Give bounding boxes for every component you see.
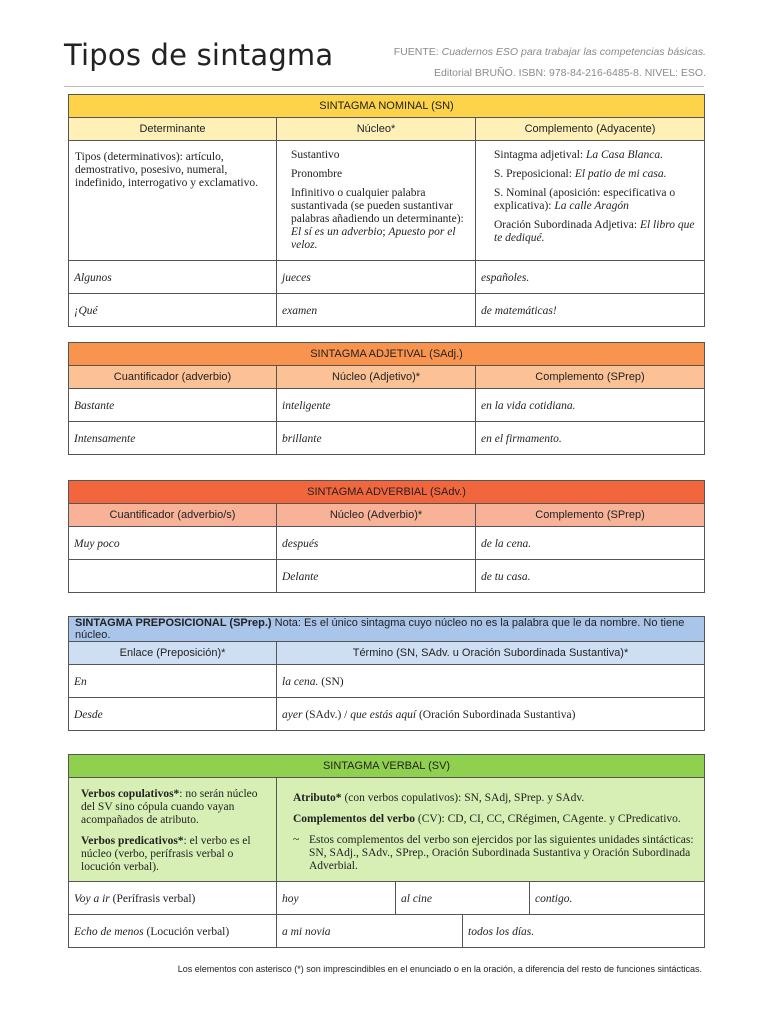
- sn-comp-item: [494, 219, 698, 245]
- sn-comp-example: La calle Aragón: [554, 200, 629, 212]
- table-row: [69, 698, 705, 731]
- sv-table: [68, 754, 705, 948]
- sv-pred-text: : el verbo es el núcleo (verbo, perífrasis verbal o locución verbal).: [81, 835, 251, 873]
- sprep-title-cell: [69, 617, 705, 642]
- sn-comp-item: [494, 149, 698, 162]
- sv-example: Voy a ir: [74, 893, 110, 905]
- sn-row2-det: ¡Qué: [69, 294, 277, 327]
- sn-nucleo-item: Pronombre: [291, 168, 343, 180]
- sprep-row2-enlace: Desde: [69, 698, 277, 731]
- sv-row2-c2: a mi novia: [277, 915, 463, 948]
- sn-title: SINTAGMA NOMINAL (SN): [69, 95, 705, 118]
- sv-pred-label: Verbos predicativos*: [81, 835, 184, 847]
- sprep-example: la cena.: [282, 676, 319, 688]
- table-row: [69, 294, 705, 327]
- sn-nucleo-example: Apuesto por el veloz.: [291, 226, 456, 251]
- sadj-table: [68, 342, 705, 455]
- sn-comp-item: [494, 187, 698, 213]
- sn-col-determinante: Determinante: [69, 118, 277, 141]
- sn-row2-comp: de matemáticas!: [476, 294, 705, 327]
- sadv-row2-cuant: [69, 560, 277, 593]
- sprep-title: SINTAGMA PREPOSICIONAL (SPrep.): [75, 617, 272, 629]
- sadj-col-complemento: Complemento (SPrep): [476, 366, 705, 389]
- sprep-label: (SAdv.) /: [302, 709, 351, 721]
- sn-row1-nucleo: jueces: [277, 261, 476, 294]
- sv-row2-c3: todos los días.: [463, 915, 705, 948]
- sadj-title: SINTAGMA ADJETIVAL (SAdj.): [69, 343, 705, 366]
- sv-row1-c1: [69, 882, 277, 915]
- sv-complementos: [277, 778, 705, 882]
- sn-comp-text: S. Preposicional:: [494, 168, 575, 180]
- sadv-row2-nucleo: Delante: [277, 560, 476, 593]
- sn-comp-text: Oración Subordinada Adjetiva:: [494, 219, 640, 231]
- sadj-row2-comp: en el firmamento.: [476, 422, 705, 455]
- table-row: [69, 261, 705, 294]
- sadv-row1-nucleo: después: [277, 527, 476, 560]
- sn-nucleo-sep: ;: [382, 226, 389, 238]
- page-title: Tipos de sintagma: [64, 38, 334, 72]
- sn-nucleo-text: Infinitivo o cualquier palabra sustantivada (se pueden sustantivar palabras añadiendo un determinante):: [291, 187, 464, 225]
- sadv-row1-cuant: Muy poco: [69, 527, 277, 560]
- source-prefix: FUENTE:: [393, 46, 442, 58]
- table-row: [69, 389, 705, 422]
- sadv-row2-comp: de tu casa.: [476, 560, 705, 593]
- sv-row1-c2: hoy: [277, 882, 396, 915]
- source-citation: [394, 42, 706, 84]
- sv-verbos: [69, 778, 277, 882]
- sprep-table: [68, 616, 705, 731]
- sadv-col-complemento: Complemento (SPrep): [476, 504, 705, 527]
- sprep-example: que estás aquí: [350, 709, 417, 721]
- sn-comp-example: La Casa Blanca.: [585, 149, 663, 161]
- sprep-col-enlace: Enlace (Preposición)*: [69, 642, 277, 665]
- table-row: [69, 560, 705, 593]
- sadv-col-nucleo: Núcleo (Adverbio)*: [277, 504, 476, 527]
- sadj-row1-comp: en la vida cotidiana.: [476, 389, 705, 422]
- sadj-row1-nucleo: inteligente: [277, 389, 476, 422]
- sn-row2-nucleo: examen: [277, 294, 476, 327]
- tilde-bullet-icon: ~: [293, 834, 300, 846]
- sn-comp-item: [494, 168, 698, 181]
- sadv-col-cuantificador: Cuantificador (adverbio/s): [69, 504, 277, 527]
- sadv-row1-comp: de la cena.: [476, 527, 705, 560]
- sn-comp-list: [476, 141, 705, 261]
- sprep-row1-termino: [277, 665, 705, 698]
- sadj-row2-nucleo: brillante: [277, 422, 476, 455]
- sprep-col-termino: Término (SN, SAdv. u Oración Subordinada Sustantiva)*: [277, 642, 705, 665]
- footnote: Los elementos con asterisco (*) son imprescindibles en el enunciado o en la oración, a diferencia del resto de funciones sintácticas.: [177, 964, 702, 974]
- sv-label: (Locución verbal): [143, 926, 230, 938]
- sn-col-complemento: Complemento (Adyacente): [476, 118, 705, 141]
- sv-cop-label: Verbos copulativos*: [81, 788, 180, 800]
- sadj-row2-cuant: Intensamente: [69, 422, 277, 455]
- sn-comp-text: Sintagma adjetival:: [494, 149, 586, 161]
- sv-atr-label: Atributo*: [293, 792, 342, 804]
- sn-nucleo-item: Sustantivo: [291, 149, 340, 161]
- sv-label: (Perífrasis verbal): [109, 893, 196, 905]
- sprep-label: (SN): [318, 676, 344, 688]
- sadj-col-nucleo: Núcleo (Adjetivo)*: [277, 366, 476, 389]
- sprep-note: Nota: Es el único sintagma cuyo núcleo no es la palabra que le da nombre. No tiene núcleo.: [75, 617, 685, 641]
- sn-row1-det: Algunos: [69, 261, 277, 294]
- sadv-title: SINTAGMA ADVERBIAL (SAdv.): [69, 481, 705, 504]
- sn-det-description: Tipos (determinativos): artículo, demostrativo, posesivo, numeral, indefinido, interrogativo y exclamativo.: [69, 141, 277, 261]
- sv-row2-c1: [69, 915, 277, 948]
- sv-comp-text: (CV): CD, CI, CC, CRégimen, CAgente. y CPredicativo.: [415, 813, 681, 825]
- table-row: [69, 882, 705, 915]
- sn-row1-comp: españoles.: [476, 261, 705, 294]
- sprep-example: ayer: [282, 709, 303, 721]
- source-line2: Editorial BRUÑO. ISBN: 978-84-216-6485-8. NIVEL: ESO.: [434, 67, 706, 79]
- sadj-row1-cuant: Bastante: [69, 389, 277, 422]
- header-divider: [64, 86, 704, 87]
- table-row: [69, 422, 705, 455]
- source-book: Cuadernos ESO para trabajar las competencias básicas.: [441, 46, 706, 58]
- sv-bullet-text: Estos complementos del verbo son ejercidos por las siguientes unidades sintácticas: SN, SAdj., SAdv., SPrep., Oración Subordinada Sustantiva y Oración Subordinada Adverbial.: [309, 834, 694, 872]
- table-row: [69, 915, 705, 948]
- sv-atr-text: (con verbos copulativos): SN, SAdj, SPrep. y SAdv.: [341, 792, 585, 804]
- sv-row1-c4: contigo.: [530, 882, 705, 915]
- sprep-row1-enlace: En: [69, 665, 277, 698]
- sprep-row2-termino: [277, 698, 705, 731]
- sn-comp-text: S. Nominal (aposición: especificativa o explicativa):: [494, 187, 676, 212]
- sprep-label: (Oración Subordinada Sustantiva): [416, 709, 576, 721]
- sn-table: [68, 94, 705, 327]
- table-row: [69, 665, 705, 698]
- sn-nucleo-example: El sí es un adverbio: [291, 226, 383, 238]
- sv-comp-label: Complementos del verbo: [293, 813, 416, 825]
- sn-comp-example: El patio de mi casa.: [574, 168, 667, 180]
- sv-title: SINTAGMA VERBAL (SV): [69, 755, 705, 778]
- sv-cop-text: : no serán núcleo del SV sino cópula cuando vayan acompañados de atributo.: [81, 788, 258, 826]
- sv-row1-c3: al cine: [396, 882, 530, 915]
- sadv-table: [68, 480, 705, 593]
- sadj-col-cuantificador: Cuantificador (adverbio): [69, 366, 277, 389]
- sn-comp-example: El libro que te dediqué.: [494, 219, 695, 244]
- sn-col-nucleo: Núcleo*: [277, 118, 476, 141]
- sn-nucleo-list: [277, 141, 476, 261]
- sn-nucleo-item: [291, 187, 469, 252]
- table-row: [69, 527, 705, 560]
- sv-example: Echo de menos: [74, 926, 144, 938]
